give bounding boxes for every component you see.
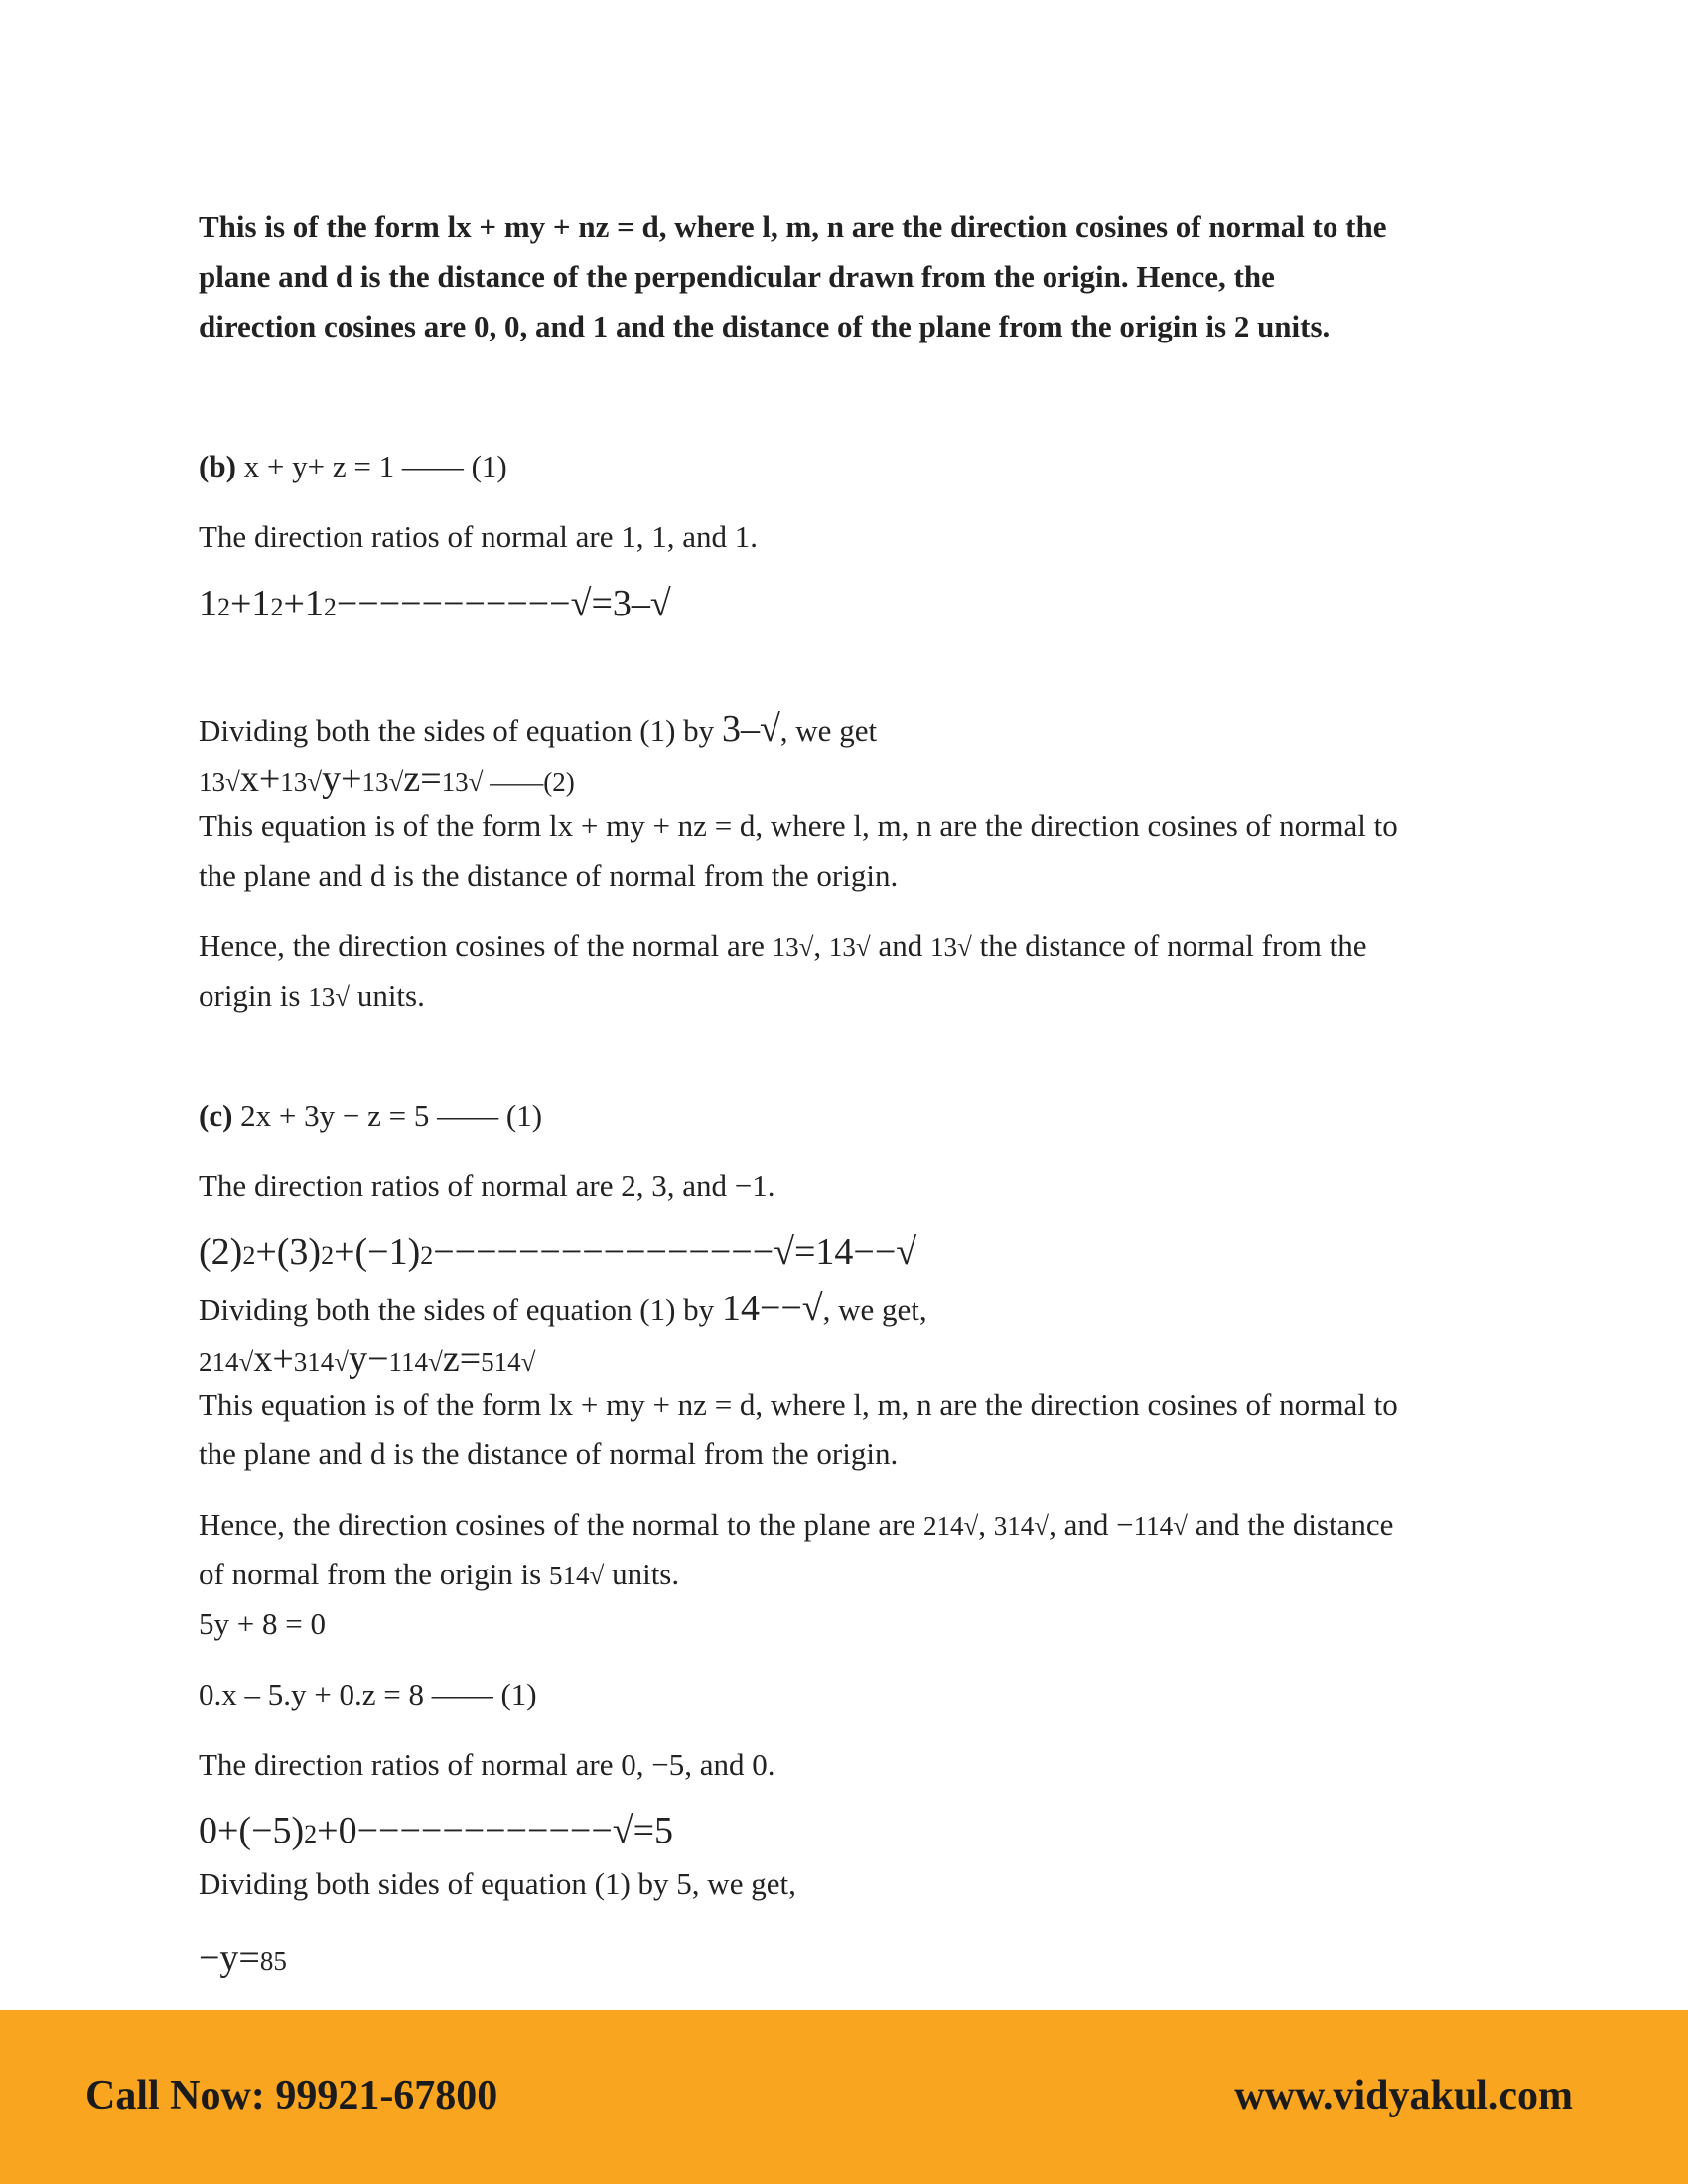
intro-line-1: This is of the form lx + my + nz = d, where l, m, n are the direction cosines of normal to the bbox=[199, 209, 1387, 244]
hence-root: 214√ bbox=[922, 1511, 979, 1541]
part-b-form-1: This equation is of the form lx + my + nz = d, where l, m, n are the direction cosines of normal to bbox=[199, 808, 1398, 843]
part-d-root bbox=[199, 1809, 673, 1852]
part-d-rewrite: 0.x – 5.y + 0.z = 8 —— (1) bbox=[199, 1677, 537, 1711]
part-b-eq2 bbox=[199, 757, 575, 801]
intro-line-2: plane and d is the distance of the perpendicular drawn from the origin. Hence, the bbox=[199, 259, 1275, 294]
root-term: +1 bbox=[230, 583, 271, 624]
part-c-form-1: This equation is of the form lx + my + nz = d, where l, m, n are the direction cosines of normal to bbox=[199, 1387, 1398, 1422]
divide-text: Dividing both the sides of equation (1) by bbox=[199, 713, 722, 748]
eq-coef: 13√ bbox=[361, 767, 404, 797]
hence-text: and bbox=[870, 928, 930, 963]
root-result: −−−−−−−−−−−−−−−−√=14−−√ bbox=[433, 1231, 917, 1273]
origin-root: 514√ bbox=[549, 1561, 605, 1590]
origin-text: of normal from the origin is bbox=[199, 1557, 549, 1591]
eq-coef: 13√ ——(2) bbox=[441, 767, 575, 797]
part-c-equation-text: 2x + 3y − z = 5 —— (1) bbox=[232, 1098, 543, 1133]
eq-var: y− bbox=[349, 1338, 389, 1380]
eq-coef: 314√ bbox=[293, 1347, 350, 1377]
hence-text: , bbox=[813, 928, 829, 963]
hence-text: Hence, the direction cosines of the normal to the plane are bbox=[199, 1507, 923, 1542]
eq-var: x+ bbox=[239, 758, 281, 800]
website-link[interactable]: www.vidyakul.com bbox=[1234, 2073, 1573, 2118]
eq-var: z= bbox=[442, 1338, 482, 1380]
hence-text: and the distance bbox=[1187, 1507, 1394, 1542]
root-exp: 2 bbox=[304, 1820, 318, 1848]
part-c-ratios: The direction ratios of normal are 2, 3, and −1. bbox=[199, 1168, 775, 1203]
part-d-divide: Dividing both sides of equation (1) by 5, we get, bbox=[199, 1866, 796, 1901]
part-c-eq bbox=[199, 1337, 535, 1381]
root-result: +0−−−−−−−−−−−−√=5 bbox=[317, 1810, 674, 1851]
eq-coef: 514√ bbox=[481, 1347, 536, 1377]
result-value: 85 bbox=[259, 1946, 287, 1976]
hence-root: 114√ bbox=[1133, 1511, 1188, 1541]
hence-root: 13√ bbox=[772, 932, 814, 962]
intro-line-3: direction cosines are 0, 0, and 1 and the distance of the plane from the origin is 2 units. bbox=[199, 309, 1331, 343]
root-exp: 2 bbox=[242, 1241, 256, 1270]
root-term: 1 bbox=[199, 583, 217, 624]
root-exp: 2 bbox=[420, 1241, 434, 1270]
divide-text: , we get, bbox=[822, 1293, 927, 1327]
root-term: 0+(−5) bbox=[199, 1810, 305, 1851]
origin-text: origin is bbox=[199, 978, 309, 1013]
part-c-hence bbox=[199, 1507, 1393, 1543]
part-c-root bbox=[199, 1230, 916, 1274]
root-term: +(3) bbox=[255, 1231, 322, 1273]
root-term: +(−1) bbox=[334, 1231, 421, 1273]
hence-root: 13√ bbox=[828, 932, 871, 962]
root-term: (2) bbox=[199, 1231, 243, 1273]
divide-root: 3–√ bbox=[721, 708, 780, 750]
root-result: −−−−−−−−−−−√=3–√ bbox=[336, 583, 671, 624]
hence-text: , bbox=[978, 1507, 994, 1542]
hence-root: 13√ bbox=[930, 932, 972, 962]
part-c-divide bbox=[199, 1287, 927, 1330]
part-c-origin bbox=[199, 1557, 679, 1592]
root-exp: 2 bbox=[270, 593, 284, 621]
origin-text: units. bbox=[604, 1557, 680, 1591]
result-var: −y= bbox=[199, 1937, 260, 1979]
divide-text: , we get bbox=[779, 713, 878, 748]
root-exp: 2 bbox=[321, 1241, 335, 1270]
divide-root: 14−−√ bbox=[721, 1288, 823, 1329]
part-d-ratios: The direction ratios of normal are 0, −5, and 0. bbox=[199, 1747, 775, 1782]
part-b-ratios: The direction ratios of normal are 1, 1, and 1. bbox=[199, 519, 758, 554]
part-b-label: (b) bbox=[199, 449, 236, 483]
root-exp: 2 bbox=[323, 593, 337, 621]
part-c-label: (c) bbox=[199, 1098, 233, 1133]
origin-root: 13√ bbox=[308, 982, 351, 1012]
part-b-root bbox=[199, 582, 671, 625]
part-b-origin bbox=[199, 978, 425, 1014]
part-b-form-2: the plane and d is the distance of normal from the origin. bbox=[199, 858, 899, 892]
part-b-divide bbox=[199, 707, 877, 751]
part-b-equation bbox=[199, 449, 507, 484]
part-c-equation bbox=[199, 1098, 542, 1134]
part-c-form-2: the plane and d is the distance of normal from the origin. bbox=[199, 1436, 899, 1471]
divide-text: Dividing both the sides of equation (1) by bbox=[199, 1293, 722, 1327]
eq-var: x+ bbox=[253, 1338, 294, 1380]
eq-coef: 13√ bbox=[199, 767, 240, 797]
hence-text: Hence, the direction cosines of the normal are bbox=[199, 928, 773, 963]
part-b-equation-text: x + y+ z = 1 —— (1) bbox=[235, 449, 507, 483]
part-d-equation: 5y + 8 = 0 bbox=[199, 1606, 326, 1641]
eq-coef: 214√ bbox=[199, 1347, 254, 1377]
eq-var: z= bbox=[403, 758, 442, 800]
hence-text: , and − bbox=[1049, 1507, 1134, 1542]
part-b-hence bbox=[199, 928, 1367, 964]
origin-text: units. bbox=[350, 978, 425, 1013]
eq-var: y+ bbox=[322, 758, 362, 800]
call-now-link[interactable]: Call Now: 99921-67800 bbox=[85, 2073, 498, 2118]
root-exp: 2 bbox=[217, 593, 230, 621]
footer-banner bbox=[0, 2010, 1688, 2184]
hence-root: 314√ bbox=[993, 1511, 1050, 1541]
eq-coef: 114√ bbox=[388, 1347, 443, 1377]
eq-coef: 13√ bbox=[280, 767, 323, 797]
root-term: +1 bbox=[283, 583, 324, 624]
hence-text: the distance of normal from the bbox=[971, 928, 1367, 963]
part-d-result bbox=[199, 1936, 287, 1979]
